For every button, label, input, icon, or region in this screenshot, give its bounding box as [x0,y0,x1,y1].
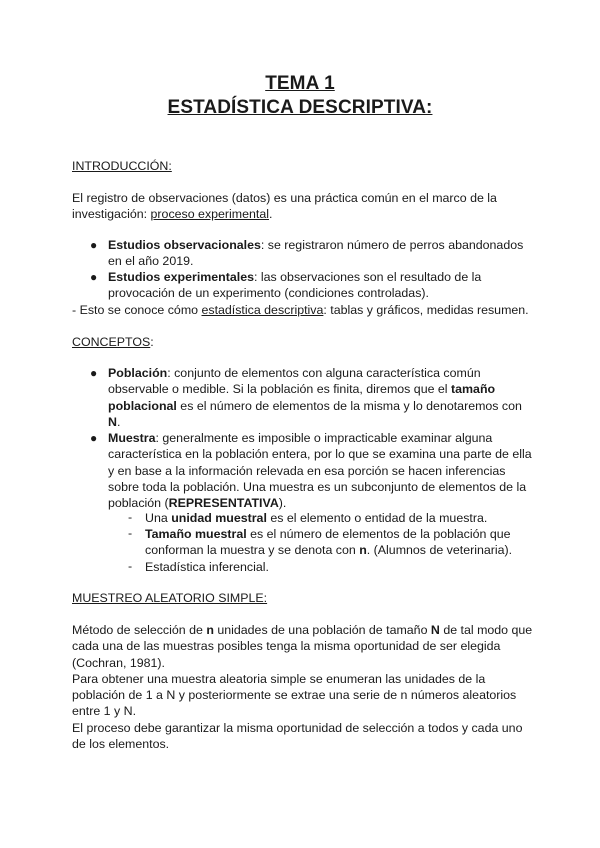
section-heading-mas: MUESTREO ALEATORIO SIMPLE: [72,591,268,605]
bullet-icon: ● [90,270,98,284]
section-heading-intro: INTRODUCCIÓN: [72,159,172,173]
bullet-icon: ● [90,431,98,445]
mas-paragraph: Método de selección de n unidades de una población de tamaño N de tal modo que cada una de las muestras posibles tenga la misma oportunidad de ser elegida (Cochran, 1981). Para obtener una muestra aleatoria simple se enumeran las unidades de la población de 1 a N y posteriormente se extrae una serie de n números aleatorios entre 1 y N. El proceso debe garantizar la misma oportunidad de selección a todos y cada uno de los elementos. [72,623,533,752]
dash-marker: - [128,510,133,524]
sub-item: Estadística inferencial. [145,560,269,574]
bullet-icon: ● [90,238,98,252]
list-item-muestra: Muestra: generalmente es imposible o impracticable examinar alguna característica en la población entera, por lo que se examina una parte de ella y en base a la información relevada en esa porción se hacen inferencias sobre toda la población. Una muestra es un subconjunto de elementos de la población (REPRESENTATIVA). [108,431,532,511]
text-line: El registro de observaciones (datos) es una práctica común en el marco de la [72,191,497,205]
intro-paragraph [72,190,497,223]
list-item: Estudios experimentales: las observaciones son el resultado de la provocación de un experimento (condiciones controladas). [108,270,482,301]
list-item-poblacion: Población: conjunto de elementos con alguna característica común observable o medible. Si la población es finita, diremos que el tamaño poblacional es el número de elementos de la misma y lo denotaremos con N. [108,366,522,429]
dash-marker: - [128,559,133,573]
page-subtitle: ESTADÍSTICA DESCRIPTIVA: [167,97,433,118]
page-title: TEMA 1 [265,73,335,94]
bullet-icon: ● [90,366,98,380]
sub-item: Tamaño muestral es el número de elementos de la población que conforman la muestra y se denota con n. (Alumnos de veterinaria). [145,527,513,558]
dash-marker: - [128,526,133,540]
sub-item: Una unidad muestral es el elemento o entidad de la muestra. [145,511,488,525]
intro-note: - Esto se conoce cómo estadística descriptiva: tablas y gráficos, medidas resumen. [72,303,529,317]
section-heading-concepts: CONCEPTOS: [72,335,154,349]
list-item: Estudios observacionales: se registraron número de perros abandonados en el año 2019. [108,238,524,269]
link-estadistica-descriptiva: estadística descriptiva [201,303,324,317]
text-line: investigación: proceso experimental. [72,207,273,222]
link-proceso-experimental: proceso experimental [150,207,269,222]
